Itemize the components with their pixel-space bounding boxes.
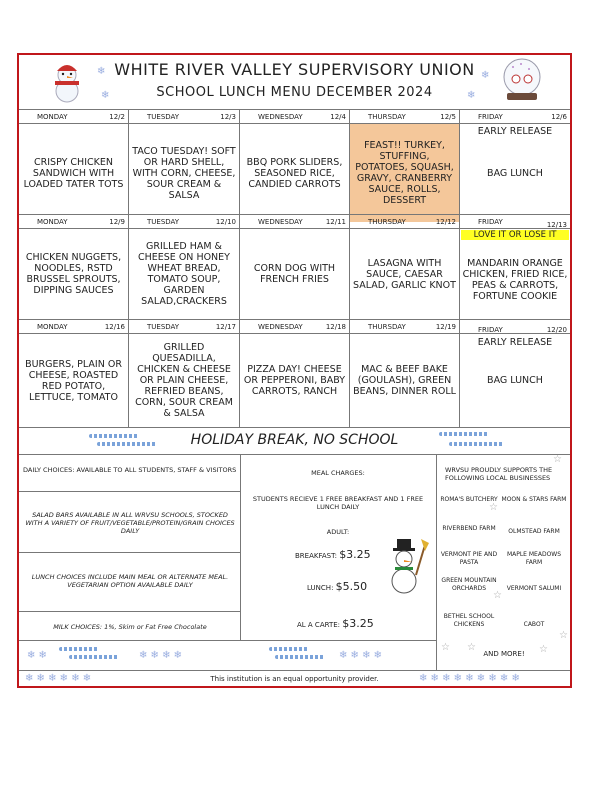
menu-cell: PIZZA DAY! CHEESE OR PEPPERONI, BABY CARROTS, RANCH — [240, 334, 350, 427]
menu-cell: CHICKEN NUGGETS, NOODLES, RSTD BRUSSEL SPROUTS, DIPPING SAUCES — [19, 229, 129, 319]
menu-cell: MANDARIN ORANGE CHICKEN, FRIED RICE, PEAS & CARROTS, FORTUNE COOKIE — [462, 258, 568, 302]
early-release-label: EARLY RELEASE — [477, 126, 553, 137]
menu-cell: LASAGNA WITH SAUCE, CAESAR SALAD, GARLIC KNOT — [350, 229, 460, 319]
snowflake-icon: ❄ — [101, 90, 110, 101]
divider — [240, 455, 241, 640]
menu-cell: BAG LUNCH — [487, 375, 543, 386]
equal-opportunity-text: This institution is an equal opportunity provider. — [210, 675, 379, 683]
day-header: FRIDAY 12/13 — [460, 214, 570, 229]
menu-cell: BAG LUNCH — [487, 167, 543, 179]
divider — [19, 552, 240, 553]
alacarte-price-row: AL A CARTE: $3.25 — [297, 617, 374, 630]
menu-cell: CRISPY CHICKEN SANDWICH WITH LOADED TATER TOTS — [19, 124, 129, 222]
day-header: FRIDAY 12/20 — [460, 319, 570, 334]
menu-cell: GRILLED QUESADILLA, CHICKEN & CHEESE OR PLAIN CHEESE, REFRIED BEANS, CORN, SOUR CREAM & SALSA — [129, 334, 240, 427]
day-header: THURSDAY 12/5 — [350, 109, 460, 124]
early-release-label: EARLY RELEASE — [477, 337, 553, 348]
menu-cell-feast: FEAST!! TURKEY, STUFFING, POTATOES, SQUASH, GRAVY, CRANBERRY SAUCE, ROLLS, DESSERT — [350, 124, 460, 222]
day-header: FRIDAY 12/6 — [460, 109, 570, 124]
meal-charges-title: MEAL CHARGES: — [311, 469, 365, 477]
divider — [19, 491, 240, 492]
menu-cell: BBQ PORK SLIDERS, SEASONED RICE, CANDIED CARROTS — [240, 124, 350, 222]
lunch-choices-text: LUNCH CHOICES INCLUDE MAIN MEAL OR ALTERNATE MEAL. VEGETARIAN OPTION AVAILABLE DAILY — [31, 573, 229, 589]
snowflake-icon: ❄ — [481, 70, 490, 81]
snow-decoration — [59, 647, 99, 651]
divider — [19, 640, 436, 641]
business-name: RIVERBEND FARM — [442, 525, 496, 532]
menu-cell: TACO TUESDAY! SOFT OR HARD SHELL, WITH CORN, CHEESE, SOUR CREAM & SALSA — [129, 124, 240, 222]
love-it-banner: LOVE IT OR LOSE IT — [461, 230, 569, 240]
day-header: WEDNESDAY 12/4 — [240, 109, 350, 124]
business-name: MOON & STARS FARM — [501, 496, 567, 503]
free-meals-text: STUDENTS RECIEVE 1 FREE BREAKFAST AND 1 FREE LUNCH DAILY — [252, 495, 424, 511]
day-header: THURSDAY 12/19 — [350, 319, 460, 334]
business-name: VERMONT SALUMI — [506, 585, 562, 592]
breakfast-price-row: BREAKFAST: $3.25 — [295, 548, 371, 561]
day-header: THURSDAY 12/12 — [350, 214, 460, 229]
day-header: TUESDAY 12/3 — [129, 109, 240, 124]
salad-bar-text: SALAD BARS AVAILABLE IN ALL WRVSU SCHOOLS, STOCKED WITH A VARIETY OF FRUIT/VEGETABLE/PROTEIN/GRAIN CHOICES DAILY — [25, 511, 235, 535]
page-title: WHITE RIVER VALLEY SUPERVISORY UNION — [114, 60, 475, 79]
business-name: CABOT — [523, 621, 545, 628]
milk-choices-text: MILK CHOICES: 1%, Skim or Fat Free Chocolate — [53, 623, 207, 631]
day-header: TUESDAY 12/10 — [129, 214, 240, 229]
footer — [19, 670, 570, 687]
header — [19, 55, 570, 109]
snowflake-icon: ❄ ❄ — [27, 650, 47, 661]
business-name: MAPLE MEADOWS FARM — [506, 551, 562, 566]
day-header: WEDNESDAY 12/18 — [240, 319, 350, 334]
star-icon: ☆ — [493, 590, 502, 601]
day-header: WEDNESDAY 12/11 — [240, 214, 350, 229]
snowflake-icon: ❄ ❄ ❄ ❄ — [139, 650, 183, 661]
adult-label: ADULT: — [326, 528, 350, 536]
snowman-icon — [387, 537, 429, 607]
snow-decoration — [69, 655, 119, 659]
day-header: MONDAY 12/2 — [19, 109, 129, 124]
daily-choices-text: DAILY CHOICES: AVAILABLE TO ALL STUDENTS, STAFF & VISITORS — [23, 466, 237, 474]
snow-decoration — [269, 647, 309, 651]
day-header: MONDAY 12/16 — [19, 319, 129, 334]
holiday-text: HOLIDAY BREAK, NO SCHOOL — [190, 432, 399, 448]
menu-frame — [17, 53, 572, 688]
menu-cell: BURGERS, PLAIN OR CHEESE, ROASTED RED POTATO, LETTUCE, TOMATO — [19, 334, 129, 427]
snowflake-icon: ❄ ❄ ❄ ❄ ❄ ❄ — [25, 673, 92, 684]
star-icon: ☆ — [441, 642, 450, 653]
local-business-intro: WRVSU PROUDLY SUPPORTS THE FOLLOWING LOCAL BUSINESSES — [445, 466, 553, 482]
star-icon: ☆ — [489, 502, 498, 513]
snowflake-icon: ❄ — [467, 90, 476, 101]
lunch-price-row: LUNCH: $5.50 — [307, 580, 368, 593]
business-name: OLMSTEAD FARM — [508, 528, 560, 535]
day-header: TUESDAY 12/17 — [129, 319, 240, 334]
business-name: VERMONT PIE AND PASTA — [440, 551, 498, 566]
snowflake-icon: ❄ ❄ ❄ ❄ ❄ ❄ ❄ ❄ ❄ — [419, 673, 520, 684]
menu-cell: GRILLED HAM & CHEESE ON HONEY WHEAT BREAD, TOMATO SOUP, GARDEN SALAD,CRACKERS — [129, 229, 240, 319]
star-icon: ☆ — [559, 630, 568, 641]
star-icon: ☆ — [553, 454, 562, 465]
menu-cell: MAC & BEEF BAKE (GOULASH), GREEN BEANS, DINNER ROLL — [350, 334, 460, 427]
snowflake-icon: ❄ — [97, 66, 106, 77]
holiday-banner — [19, 427, 570, 455]
star-icon: ☆ — [539, 644, 548, 655]
and-more-text: AND MORE! — [483, 650, 525, 658]
divider — [19, 611, 240, 612]
snowflake-icon: ❄ ❄ ❄ ❄ — [339, 650, 383, 661]
business-name: BETHEL SCHOOL CHICKENS — [443, 613, 495, 628]
business-name: GREEN MOUNTAIN ORCHARDS — [441, 577, 497, 592]
page-subtitle: SCHOOL LUNCH MENU DECEMBER 2024 — [156, 85, 433, 100]
menu-cell: CORN DOG WITH FRENCH FRIES — [240, 229, 350, 319]
business-name: ROMA'S BUTCHERY — [440, 496, 498, 503]
star-icon: ☆ — [467, 642, 476, 653]
divider — [436, 455, 437, 670]
snow-decoration — [275, 655, 325, 659]
day-header: MONDAY 12/9 — [19, 214, 129, 229]
